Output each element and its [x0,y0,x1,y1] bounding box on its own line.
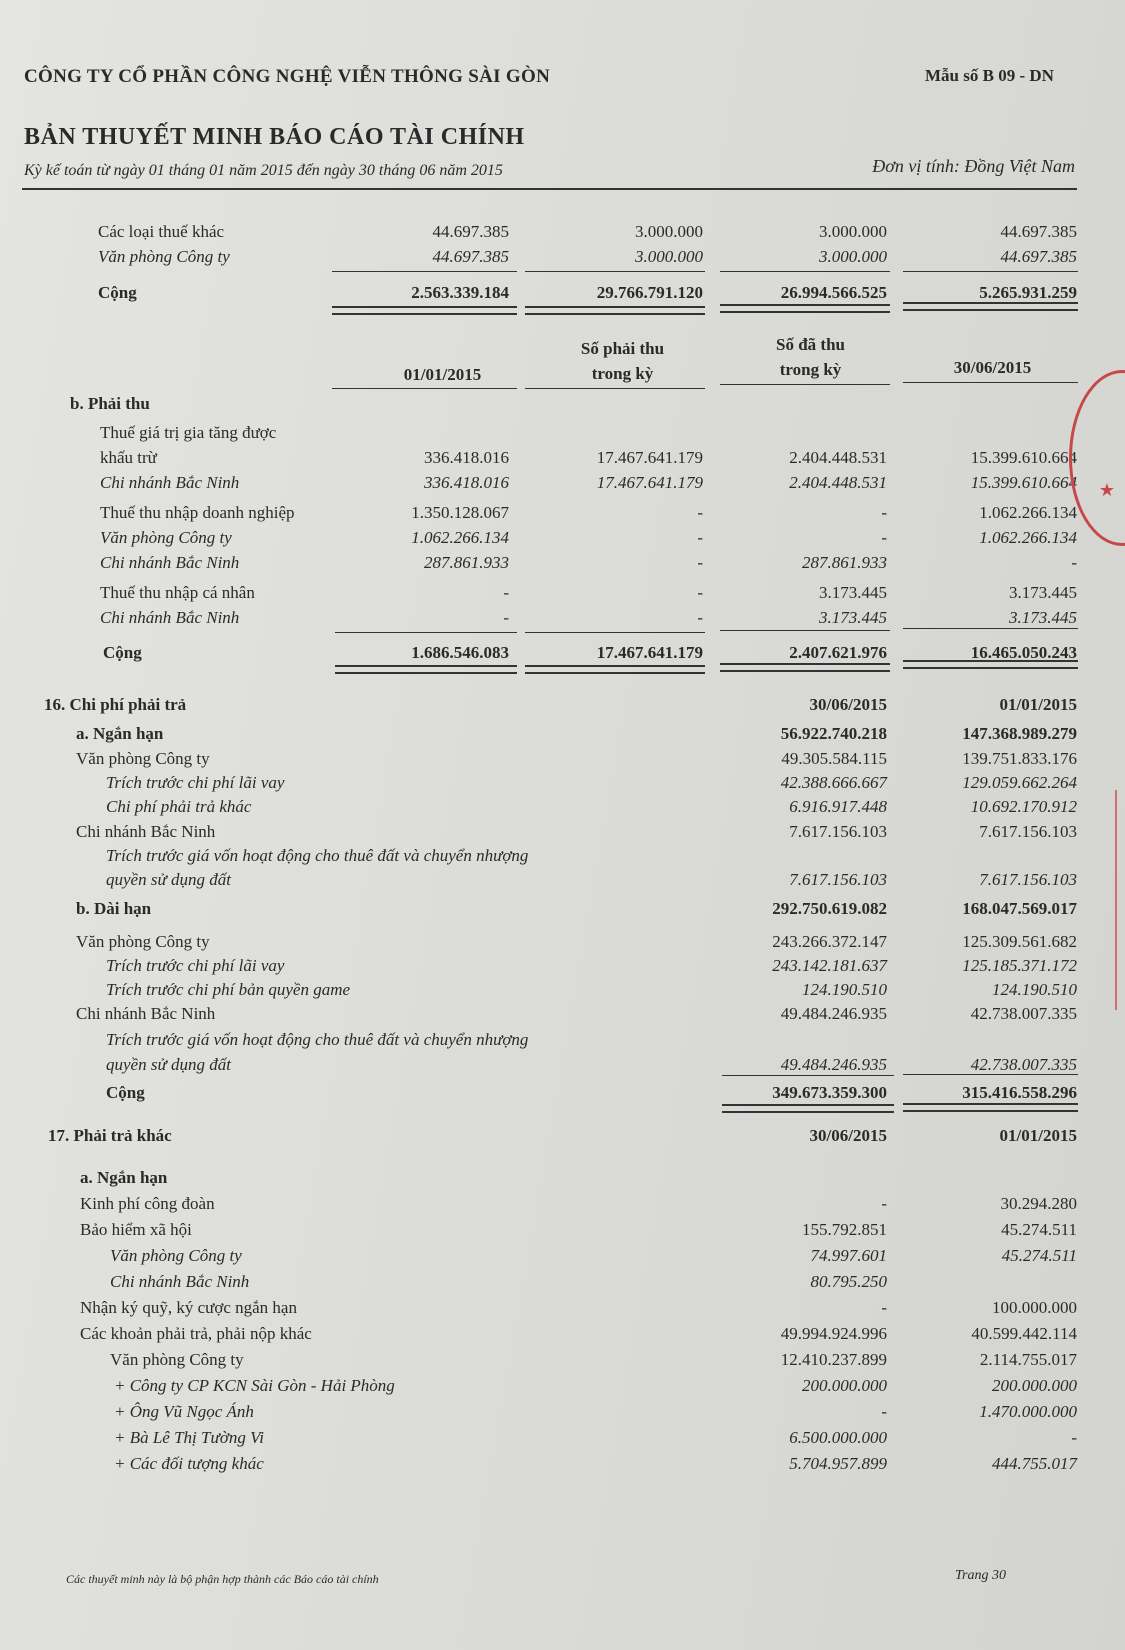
cell: 1.686.546.083 [411,643,509,662]
cell: 2.407.621.976 [789,643,887,662]
row-label: quyền sử dụng đất [106,1055,231,1074]
cell: 29.766.791.120 [596,283,703,302]
double-rule [720,304,890,313]
cell: 49.994.924.996 [780,1324,887,1343]
table-row [0,1220,1125,1244]
table-row [0,1194,1125,1218]
rule [525,388,705,389]
row-label: Văn phòng Công ty [76,932,210,951]
row-label: Cộng [98,283,137,302]
cell: 125.185.371.172 [962,956,1077,975]
cell: 315.416.558.296 [962,1083,1077,1102]
cell: - [881,1194,887,1213]
row-label: Cộng [106,1083,145,1102]
row-label: + Ông Vũ Ngọc Ánh [114,1402,254,1421]
table-row [0,473,1125,497]
row-label: Bảo hiểm xã hội [80,1220,192,1239]
cell: 30.294.280 [1000,1194,1077,1213]
cell: 42.388.666.667 [780,773,887,792]
table-row [0,1168,1125,1192]
table-row [0,822,1125,846]
table-row [0,773,1125,797]
row-label: Nhận ký quỹ, ký cược ngắn hạn [80,1298,297,1317]
cell: 10.692.170.912 [970,797,1077,816]
row-label: + Các đối tượng khác [114,1454,264,1473]
table-row [0,1350,1125,1374]
cell: 44.697.385 [1000,247,1077,266]
rule [903,628,1078,629]
row-label: Văn phòng Công ty [110,1246,242,1265]
row-label: Chi nhánh Bắc Ninh [100,473,240,492]
column-header: 01/01/2015 [403,365,482,384]
accounting-period: Kỳ kế toán từ ngày 01 tháng 01 năm 2015 đến ngày 30 tháng 06 năm 2015 [24,162,503,179]
cell: 3.000.000 [819,222,887,241]
row-label: khấu trừ [100,448,157,467]
table-row [0,1272,1125,1296]
cell: 7.617.156.103 [979,870,1077,889]
cell: 1.062.266.134 [979,528,1077,547]
cell: - [881,1402,887,1421]
cell: 40.599.442.114 [971,1324,1077,1343]
row-label: b. Dài hạn [76,899,152,918]
rule [903,382,1078,383]
cell: 2.114.755.017 [979,1350,1077,1369]
table-row [0,870,1125,894]
cell: 56.922.740.218 [780,724,887,743]
table-row [0,980,1125,1004]
column-header: 30/06/2015 [809,695,887,714]
cell: 6.916.917.448 [789,797,887,816]
cell: 3.173.445 [1009,583,1077,602]
double-rule [722,1104,894,1113]
row-label: Chi nhánh Bắc Ninh [100,608,240,627]
cell: 200.000.000 [802,1376,887,1395]
cell: - [697,528,703,547]
cell: 200.000.000 [992,1376,1077,1395]
cell: 17.467.641.179 [596,473,703,492]
cell: - [697,503,703,522]
table-row [0,1055,1125,1079]
double-rule [903,660,1078,669]
section-title: 16. Chi phí phải trả [44,695,187,714]
row-label: Thuế thu nhập doanh nghiệp [100,503,295,522]
cell: 125.309.561.682 [962,932,1077,951]
cell: 287.861.933 [802,553,887,572]
row-label: Văn phòng Công ty [98,247,230,266]
row-label: Chi nhánh Bắc Ninh [100,553,240,572]
row-label: Trích trước chi phí lãi vay [106,773,285,792]
table-row [0,956,1125,980]
cell: 3.173.445 [819,583,887,602]
cell: 1.470.000.000 [979,1402,1077,1421]
cell: 15.399.610.664 [970,473,1077,492]
row-label: Văn phòng Công ty [76,749,210,768]
cell: 124.190.510 [992,980,1077,999]
cell: 5.265.931.259 [979,283,1077,302]
row-label: a. Ngắn hạn [76,724,164,743]
table-row [0,724,1125,748]
row-label: Trích trước giá vốn hoạt động cho thuê đất và chuyển nhượng [106,1030,529,1049]
cell: 45.274.511 [1001,1246,1077,1265]
cell: 80.795.250 [810,1272,887,1291]
cell: 243.142.181.637 [772,956,887,975]
cell: 45.274.511 [1001,1220,1077,1239]
cell: 49.484.246.935 [780,1004,887,1023]
row-label: Cộng [103,643,142,662]
table-row [0,1298,1125,1322]
table-row [0,1246,1125,1270]
row-label: + Bà Lê Thị Tường Vi [114,1428,264,1447]
double-rule [903,302,1078,311]
table-row [0,797,1125,821]
cell: 44.697.385 [432,222,509,241]
cell: 292.750.619.082 [772,899,887,918]
cell: - [1071,1428,1077,1447]
cell: 74.997.601 [810,1246,887,1265]
document-title: BẢN THUYẾT MINH BÁO CÁO TÀI CHÍNH [24,124,525,150]
cell: 3.000.000 [635,222,703,241]
cell: 17.467.641.179 [596,643,703,662]
row-label: Văn phòng Công ty [110,1350,244,1369]
row-label: Kinh phí công đoàn [80,1194,215,1213]
cell: 15.399.610.664 [970,448,1077,467]
cell: 1.062.266.134 [411,528,509,547]
cell: 17.467.641.179 [596,448,703,467]
cell: 7.617.156.103 [979,822,1077,841]
cell: - [503,583,509,602]
cell: 349.673.359.300 [772,1083,887,1102]
cell: 124.190.510 [802,980,887,999]
table-row [0,1454,1125,1478]
rule [720,271,890,272]
cell: 6.500.000.000 [789,1428,887,1447]
cell: 5.704.957.899 [789,1454,887,1473]
cell: 42.738.007.335 [970,1055,1077,1074]
row-label: Chi nhánh Bắc Ninh [76,1004,216,1023]
table-row [0,1428,1125,1452]
header-rule [22,188,1077,190]
cell: - [503,608,509,627]
table-row [0,247,1125,271]
page-number: Trang 30 [955,1568,1006,1583]
column-header: trong kỳ [591,364,654,383]
section-heading [0,1126,1125,1150]
cell: - [697,553,703,572]
rule [525,271,705,272]
rule [332,388,517,389]
column-header: 30/06/2015 [953,358,1032,377]
double-rule [335,665,517,674]
cell: - [881,1298,887,1317]
cell: 3.173.445 [1009,608,1077,627]
column-header: 30/06/2015 [809,1126,887,1145]
table-row [0,503,1125,527]
double-rule [525,306,705,315]
rule [903,1074,1078,1075]
row-label: Trích trước giá vốn hoạt động cho thuê đất và chuyển nhượng [106,846,529,865]
row-label: Trích trước chi phí lãi vay [106,956,285,975]
cell: - [697,608,703,627]
cell: 16.465.050.243 [970,643,1077,662]
row-label: a. Ngắn hạn [80,1168,168,1187]
cell: 7.617.156.103 [789,870,887,889]
currency-unit: Đơn vị tính: Đồng Việt Nam [872,156,1075,176]
cell: 1.350.128.067 [411,503,509,522]
table-row [0,583,1125,607]
section-title: 17. Phải trả khác [48,1126,172,1145]
rule [525,632,705,633]
row-label: Chi nhánh Bắc Ninh [110,1272,250,1291]
cell: 336.418.016 [424,448,509,467]
table-row [0,423,1125,447]
cell: 243.266.372.147 [772,932,887,951]
row-label: Thuế thu nhập cá nhân [100,583,255,602]
cell: 44.697.385 [432,247,509,266]
row-label: Các khoản phải trả, phải nộp khác [80,1324,312,1343]
table-row [0,1030,1125,1054]
cell: - [881,528,887,547]
row-label: quyền sử dụng đất [106,870,231,889]
table-row [0,1376,1125,1400]
table-row [0,1004,1125,1028]
cell: 12.410.237.899 [780,1350,887,1369]
double-rule [720,663,890,672]
table-row [0,448,1125,472]
cell: 444.755.017 [992,1454,1077,1473]
cell: - [697,583,703,602]
rule [335,632,517,633]
cell: 49.484.246.935 [780,1055,887,1074]
double-rule [903,1103,1078,1112]
cell: 139.751.833.176 [962,749,1077,768]
column-header: Số phải thu [580,339,665,358]
row-label: Văn phòng Công ty [100,528,232,547]
column-header: Số đã thu [776,335,845,354]
cell: 147.368.989.279 [962,724,1077,743]
form-number: Mẫu số B 09 - DN [925,66,1054,85]
cell: 26.994.566.525 [780,283,887,302]
cell: 2.404.448.531 [789,448,887,467]
row-label: + Công ty CP KCN Sài Gòn - Hải Phòng [114,1376,395,1395]
column-header: 01/01/2015 [999,695,1077,714]
cell: 336.418.016 [424,473,509,492]
table-row [0,528,1125,552]
table-row [0,932,1125,956]
footer-note: Các thuyết minh này là bộ phận hợp thành các Báo cáo tài chính [66,1572,379,1586]
cell: 168.047.569.017 [962,899,1077,918]
rule [903,271,1078,272]
rule [332,271,517,272]
cell: 155.792.851 [802,1220,887,1239]
company-name: CÔNG TY CỔ PHẦN CÔNG NGHỆ VIỄN THÔNG SÀI GÒN [24,66,551,87]
row-label: Chi phí phải trả khác [106,797,252,816]
column-header: trong kỳ [779,360,842,379]
cell: 3.000.000 [635,247,703,266]
cell: 2.563.339.184 [411,283,509,302]
rule [722,1075,894,1076]
cell: 129.059.662.264 [962,773,1077,792]
cell: 1.062.266.134 [979,503,1077,522]
cell: - [881,503,887,522]
row-label: Thuế giá trị gia tăng được [100,423,277,442]
seal-stamp-fragment [1115,790,1125,1010]
cell: - [1071,553,1077,572]
double-rule [525,665,705,674]
row-label: Trích trước chi phí bản quyền game [106,980,351,999]
cell: 42.738.007.335 [970,1004,1077,1023]
cell: 3.000.000 [819,247,887,266]
column-header: 01/01/2015 [999,1126,1077,1145]
double-rule [332,306,517,315]
table-row [0,749,1125,773]
section-heading [0,695,1125,719]
table-row [0,222,1125,246]
cell: 100.000.000 [992,1298,1077,1317]
table-row [0,899,1125,923]
seal-star-icon: ★ [1098,480,1115,500]
table-row [0,1402,1125,1426]
cell: 287.861.933 [424,553,509,572]
table-row [0,1324,1125,1348]
row-label: Các loại thuế khác [98,222,225,241]
row-label: Chi nhánh Bắc Ninh [76,822,216,841]
section-title: b. Phải thu [70,394,150,413]
rule [720,384,890,385]
cell: 3.173.445 [819,608,887,627]
cell: 2.404.448.531 [789,473,887,492]
table-row [0,553,1125,577]
cell: 7.617.156.103 [789,822,887,841]
cell: 44.697.385 [1000,222,1077,241]
rule [720,630,890,631]
cell: 49.305.584.115 [781,749,887,768]
table-row [0,846,1125,870]
